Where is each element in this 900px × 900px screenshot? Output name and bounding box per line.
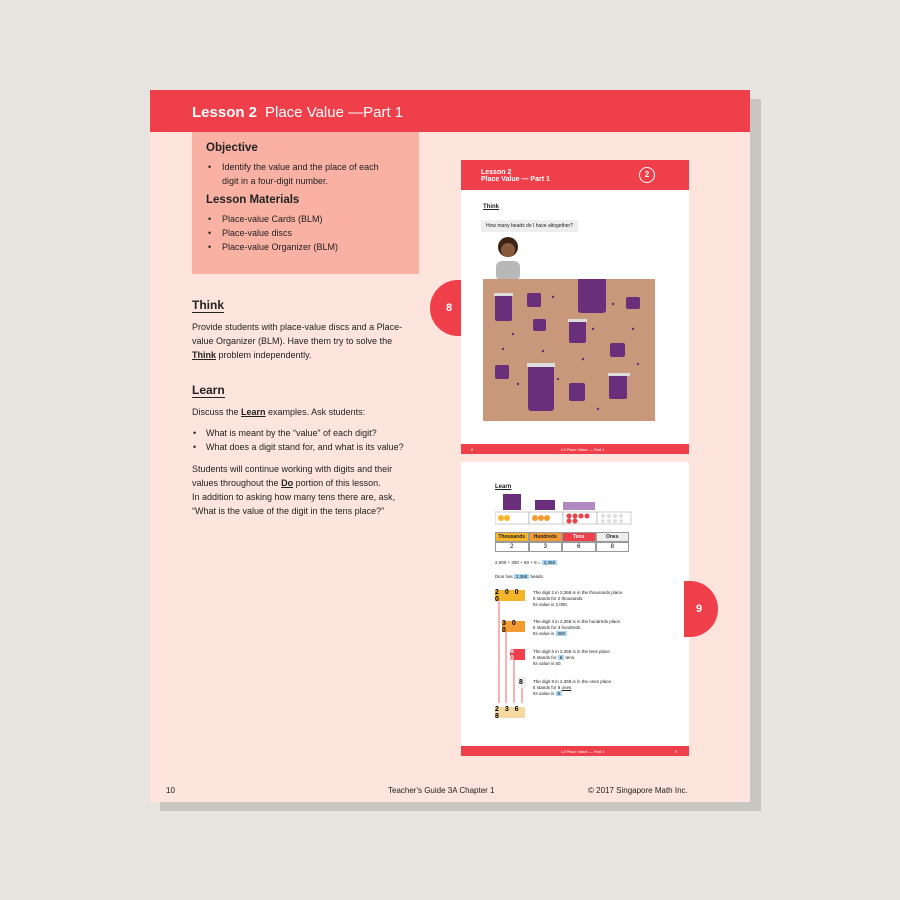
footer-page-number: 10: [166, 786, 175, 795]
thumb-page-number: 2: [639, 167, 655, 183]
digit-ones: 8: [519, 679, 525, 686]
jars-illustration: [483, 279, 655, 421]
materials-heading: Lesson Materials: [206, 194, 300, 206]
thumb-learn-label: Learn: [495, 484, 512, 490]
lesson-title: Place Value —Part 1: [265, 104, 404, 121]
statement-thousands: The digit 2 in 2,368 is in the thousands place. It stands for 2 thousands. Its value is 2,000.: [533, 590, 624, 607]
objective-heading: Objective: [206, 142, 258, 154]
digit-total: 2 3 6 8: [495, 707, 525, 718]
learn-paragraph: Students will continue working with digits and their values throughout the Do portion of this lesson. In addition to asking how many tens there are, ask, “What is the value of the digit in the tens place?”: [192, 464, 396, 516]
speech-bubble: How many beads do I have altogether?: [481, 220, 578, 232]
document-page: [150, 90, 750, 802]
arrows-graphic: [495, 601, 529, 707]
footer-copyright: © 2017 Singapore Math Inc.: [588, 786, 688, 795]
thumb-footer: 8 L2 Place Value — Part 1: [461, 444, 689, 454]
objective-box: [192, 132, 419, 274]
learn-heading: Learn: [192, 383, 225, 397]
pv-header: Tens: [562, 532, 596, 542]
do-link[interactable]: Do: [281, 478, 294, 488]
page-tab-9: 9: [684, 581, 718, 637]
pv-value: 8: [596, 542, 630, 552]
student-page-thumbnail-learn: [461, 462, 689, 756]
footer-book-title: Teacher's Guide 3A Chapter 1: [388, 786, 495, 795]
child-illustration: [491, 235, 525, 281]
thumb-think-label: Think: [483, 204, 499, 210]
statement-ones: The digit 8 in 2,368 is in the ones place. It stands for 8 ones Its value is 8: [533, 679, 613, 696]
pv-value: 2: [495, 542, 529, 552]
pv-header: Ones: [596, 532, 630, 542]
materials-item: • Place-value Organizer (BLM): [222, 240, 405, 254]
materials-item: • Place-value Cards (BLM): [222, 212, 405, 226]
think-paragraph: Provide students with place-value discs and a Place- value Organizer (BLM). Have them try to solve the Think problem independently.: [192, 322, 403, 360]
materials-item: • Place-value discs: [222, 226, 405, 240]
learn-link[interactable]: Learn: [241, 407, 266, 417]
objective-list: [206, 160, 405, 188]
digit-thousands: 2 0 0 0: [495, 590, 525, 601]
lesson-banner: [150, 90, 750, 132]
place-value-chart: [495, 532, 629, 552]
learn-question: • What does a digit stand for, and what is its value?: [206, 440, 432, 454]
think-link[interactable]: Think: [192, 350, 216, 360]
student-page-thumbnail-think: [461, 160, 689, 454]
materials-list: [206, 212, 405, 254]
digit-hundreds: 3 0 0: [502, 621, 525, 632]
beads-total-sentence: Dion has 2,368 beads.: [495, 574, 545, 579]
statement-hundreds: The digit 3 in 2,368 is in the hundreds place. It stands for 3 hundreds. Its value is 300: [533, 619, 622, 636]
think-heading: Think: [192, 298, 224, 312]
statement-tens: The digit 6 in 2,368 is in the tens place. It stands for 6 tens. Its value is 60.: [533, 649, 612, 666]
thumb-footer: L2 Place Value — Part 1 9: [461, 746, 689, 756]
pv-header: Thousands: [495, 532, 529, 542]
expanded-equation: 2,000 + 300 + 60 + 8 = 2,368: [495, 560, 556, 565]
learn-intro: Discuss the Learn examples. Ask students:: [192, 407, 366, 417]
pv-value: 3: [529, 542, 563, 552]
digit-tens: 6 0: [510, 649, 525, 660]
learn-questions: [192, 426, 432, 454]
lesson-number: Lesson 2: [192, 104, 258, 121]
learn-question: • What is meant by the “value” of each digit?: [206, 426, 432, 440]
objective-item: • Identify the value and the place of each digit in a four-digit number.: [222, 160, 405, 188]
page-tab-8: 8: [430, 280, 464, 336]
pv-value: 6: [562, 542, 596, 552]
beads-scene: [483, 279, 655, 421]
pv-header: Hundreds: [529, 532, 563, 542]
place-value-blocks: [495, 494, 635, 530]
thumb-header: Lesson 2 Place Value — Part 1 2: [461, 160, 689, 190]
